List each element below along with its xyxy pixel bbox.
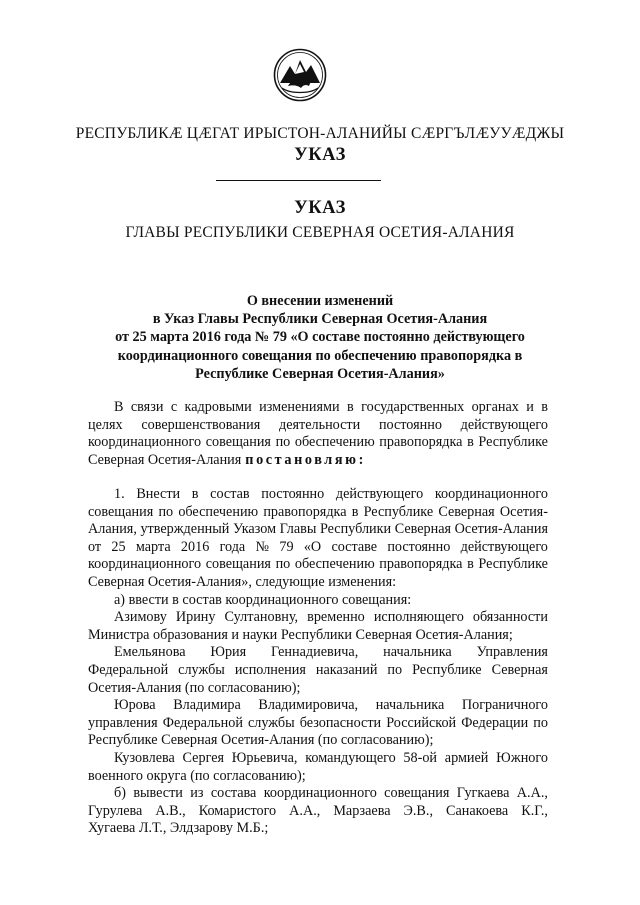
body-line: Федеральной службы исполнения наказаний по Республике Северная bbox=[88, 661, 548, 678]
decree-heading-ossetian: УКАЗ bbox=[294, 145, 346, 165]
body-line: Хугаева Л.Т., Элдзарову М.Б.; bbox=[88, 820, 269, 837]
body-line: Азимову Ирину Султановну, временно исполняющего обязанности bbox=[114, 609, 548, 626]
preamble-line: В связи с кадровыми изменениями в государственных органах и в bbox=[114, 399, 548, 415]
body-line: Емельянова Юрия Геннадиевича, начальника Управления bbox=[114, 644, 548, 661]
head-of-republic-heading: ГЛАВЫ РЕСПУБЛИКИ СЕВЕРНАЯ ОСЕТИЯ-АЛАНИЯ bbox=[125, 224, 515, 241]
title-line: Республике Северная Осетия-Алания» bbox=[195, 365, 445, 382]
body-line: Северная Осетия-Алания», следующие изменения: bbox=[88, 573, 397, 590]
title-line: от 25 марта 2016 года № 79 «О составе постоянно действующего bbox=[115, 329, 525, 346]
coat-of-arms-icon bbox=[273, 48, 327, 102]
body-line: Осетия-Алания (по согласованию); bbox=[88, 679, 301, 696]
body-paragraphs bbox=[88, 486, 548, 838]
decree-verb: постановляю: bbox=[245, 451, 366, 468]
body-line: 1. Внести в состав постоянно действующего координационного bbox=[114, 486, 548, 502]
title-line: в Указ Главы Республики Северная Осетия-Алания bbox=[152, 311, 488, 328]
body-line: Республике Северная Осетия-Алания (по согласованию); bbox=[88, 732, 434, 749]
body-line: управления Федеральной службы безопасности Российской Федерации по bbox=[88, 714, 548, 731]
preamble-line-text: Северная Осетия-Алания bbox=[88, 451, 242, 468]
preamble-line: координационного совещания по обеспечению правопорядка в Республике bbox=[88, 434, 548, 451]
republic-name-ossetian: РЕСПУБЛИКÆ ЦÆГАТ ИРЫСТОН-АЛАНИЙЫ СÆРГЪЛÆУУÆДЖЫ bbox=[75, 125, 565, 142]
header-divider bbox=[216, 180, 381, 181]
body-line: Министра образования и науки Республики Северная Осетия-Алания; bbox=[88, 626, 513, 643]
body-line: Гурулева А.В., Комаристого А.А., Марзаева Э.В., Санакоева К.Г., bbox=[88, 802, 548, 819]
preamble-line bbox=[88, 452, 548, 470]
decree-title bbox=[40, 292, 600, 383]
body-line: военного округа (по согласованию); bbox=[88, 767, 306, 784]
title-line: координационного совещания по обеспечению правопорядка в bbox=[117, 347, 523, 364]
preamble-line: целях совершенствования деятельности постоянно действующего bbox=[88, 416, 548, 433]
body-line: б) вывести из состава координационного совещания Гугкаева А.А., bbox=[114, 785, 548, 802]
decree-heading-russian: УКАЗ bbox=[294, 198, 346, 218]
preamble-paragraph bbox=[88, 399, 548, 469]
body-line: координационного совещания по обеспечению правопорядка в Республике bbox=[88, 556, 548, 573]
body-line: Кузовлева Сергея Юрьевича, командующего 58-ой армией Южного bbox=[114, 749, 548, 766]
body-line: от 25 марта 2016 года № 79 «О составе постоянно действующего bbox=[88, 538, 548, 555]
title-line: О внесении изменений bbox=[246, 293, 394, 309]
body-line: Алания, утвержденный Указом Главы Республики Северная Осетия-Алания bbox=[88, 521, 548, 538]
body-line: а) ввести в состав координационного совещания: bbox=[114, 591, 412, 608]
body-line: совещания по обеспечению правопорядка в Республике Северная Осетия- bbox=[88, 503, 548, 520]
body-line: Юрова Владимира Владимировича, начальника Пограничного bbox=[114, 697, 548, 714]
